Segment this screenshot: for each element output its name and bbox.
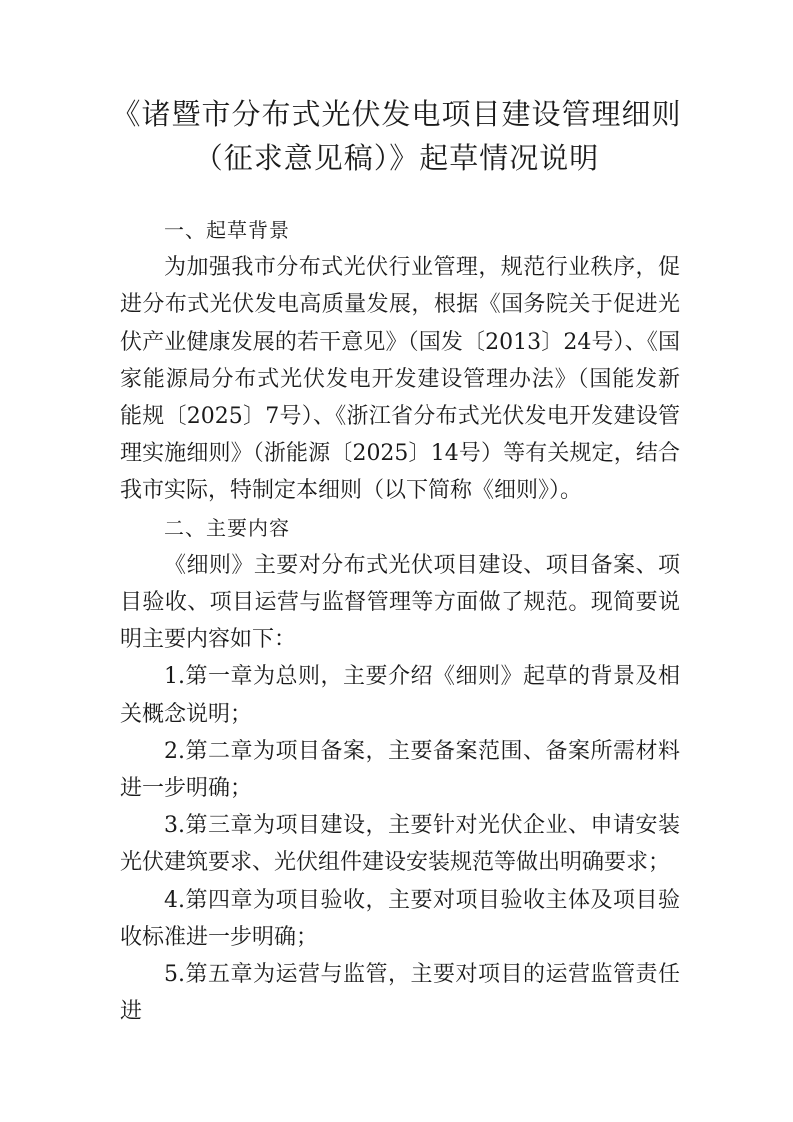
chapter-3-paragraph: 3.第三章为项目建设，主要针对光伏企业、申请安装光伏建筑要求、光伏组件建设安装规范等做出明确要求； [120, 813, 680, 876]
background-paragraph: 为加强我市分布式光伏行业管理，规范行业秩序，促进分布式光伏发电高质量发展，根据《国务院关于促进光伏产业健康发展的若干意见》（国发〔2013〕24号）、《国家能源局分布式光伏发电开发建设管理办法》（国能发新能规〔2025〕7号）、《浙江省分布式光伏发电开发建设管理实施细则》（浙能源〔2025〕14号）等有关规定，结合我市实际，特制定本细则（以下简称《细则》）。 [120, 255, 680, 504]
chapter-4-paragraph: 4.第四章为项目验收，主要对项目验收主体及项目验收标准进一步明确； [120, 887, 680, 950]
document-body [120, 212, 680, 1030]
main-content-intro-paragraph: 《细则》主要对分布式光伏项目建设、项目备案、项目验收、项目运营与监督管理等方面做了规范。现简要说明主要内容如下： [120, 552, 680, 653]
chapter-1-paragraph: 1.第一章为总则，主要介绍《细则》起草的背景及相关概念说明； [120, 664, 680, 727]
chapter-2-paragraph: 2.第二章为项目备案，主要备案范围、备案所需材料进一步明确； [120, 738, 680, 802]
section-heading-background: 一、起草背景 [164, 218, 290, 242]
section-heading-main-content: 二、主要内容 [164, 515, 290, 540]
document-title: 《诸暨市分布式光伏发电项目建设管理细则（征求意见稿）》起草情况说明 [111, 97, 682, 175]
chapter-5-paragraph: 5.第五章为运营与监管，主要对项目的运营监管责任进 [120, 962, 680, 1025]
